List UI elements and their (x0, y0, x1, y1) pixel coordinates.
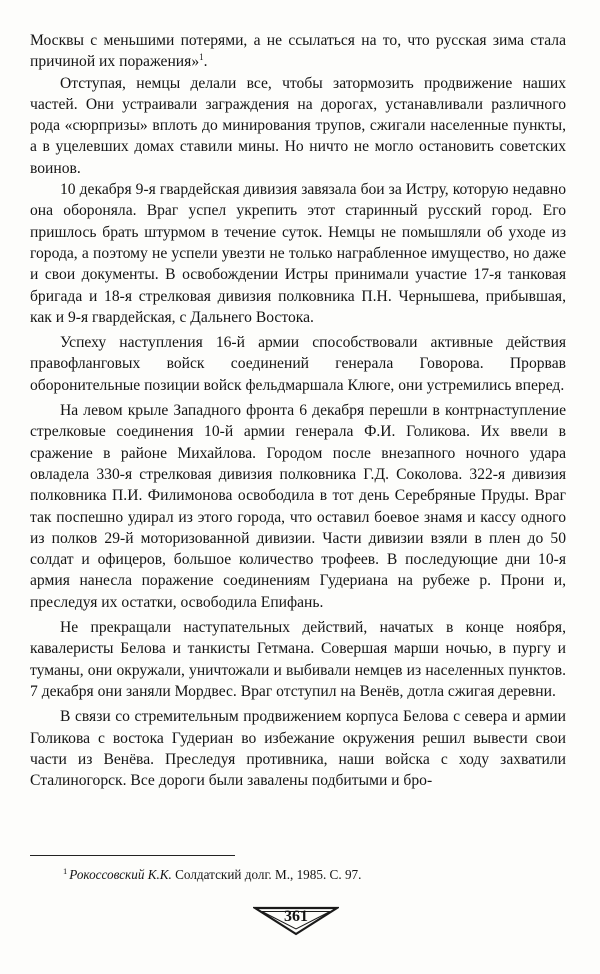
footnote-number: 1 (63, 865, 68, 876)
main-text (30, 30, 566, 791)
paragraph: В связи со стремительным продвижением корпуса Белова с севера и армии Голикова с востока Гудериан во избежание окружения решил вывести свои части из Венёва. Преследуя противника, наши войска с ходу захватили Сталиногорск. Все дороги были завалены подбитыми и бро- (30, 708, 566, 790)
page-number-ornament (253, 906, 339, 936)
paragraph: На левом крыле Западного фронта 6 декабря перешли в контрнаступление стрелковые соединения 10-й армии генерала Ф.И. Голикова. Их ввели в сражение в районе Михайлова. Городом после внезапного ночного удара овладела 330-я стрелковая дивизия полковника Г.Д. Соколова. 322-я дивизия полковника П.И. Филимонова освободила в тот день Серебряные Пруды. Враг так поспешно удирал из этого города, что оставил боевое знамя и кассу одного из полков 29-й моторизованной дивизии. Части дивизии взяли в плен до 50 солдат и офицеров, большое количество трофеев. В последующие дни 10-я армия нанесла поражение соединениям Гудериана на рубеже р. Прони и, преследуя их остатки, освободила Епифань. (30, 402, 566, 611)
paragraph: Не прекращали наступательных действий, начатых в конце ноября, кавалеристы Белова и танкисты Гетмана. Совершая марши ночью, в пургу и туманы, они окружали, уничтожали и выбивали немцев из населенных пунктов. 7 декабря они заняли Мордвес. Враг отступил на Венёв, дотла сжигая деревни. (30, 619, 566, 700)
footnote-divider (30, 855, 235, 856)
paragraph: Успеху наступления 16-й армии способствовали активные действия правофланговых войск соединений генерала Говорова. Прорвав оборонительные позиции войск фельдмаршала Клюге, они устремились вперед. (30, 334, 566, 394)
paragraph-text: Москвы с меньшими потерями, а не ссылаться на то, что русская зима стала причиной их поражения» (30, 32, 566, 71)
paragraph: Отступая, немцы делали все, чтобы затормозить продвижение наших частей. Они устраивали заграждения на дорогах, устанавливали различного рода «сюрпризы» вплоть до минирования трупов, сжигали населенные пункты, а в уцелевших домах ставили мины. Но ничто не могло остановить советских воинов. (30, 74, 566, 177)
footnote (63, 866, 563, 883)
footnote-author: Рокоссовский К.К. (69, 867, 172, 882)
footnote-source: Солдатский долг. М., 1985. С. 97. (171, 867, 362, 882)
paragraph-continuation: Москвы с меньшими потерями, а не ссылаться на то, что русская зима стала причиной их поражения»$^1$. (30, 32, 566, 71)
paragraph: 10 декабря 9-я гвардейская дивизия завязала бои за Истру, которую недавно она обороняла. Враг успел укрепить этот старинный русский город. Его пришлось брать штурмом в течение суток. Немцы не помышляли об уходе из города, а поэтому не успели увезти не только награбленное имущество, но даже и свои документы. В освобождении Истры принимали участие 17-я танковая бригада и 18-я стрелковая дивизия полковника П.Н. Чернышева, прибывшая, как и 9-я гвардейская, с Дальнего Востока. (30, 181, 566, 326)
footnote-reference: 1 (199, 52, 204, 63)
page-number: 361 (284, 908, 308, 925)
